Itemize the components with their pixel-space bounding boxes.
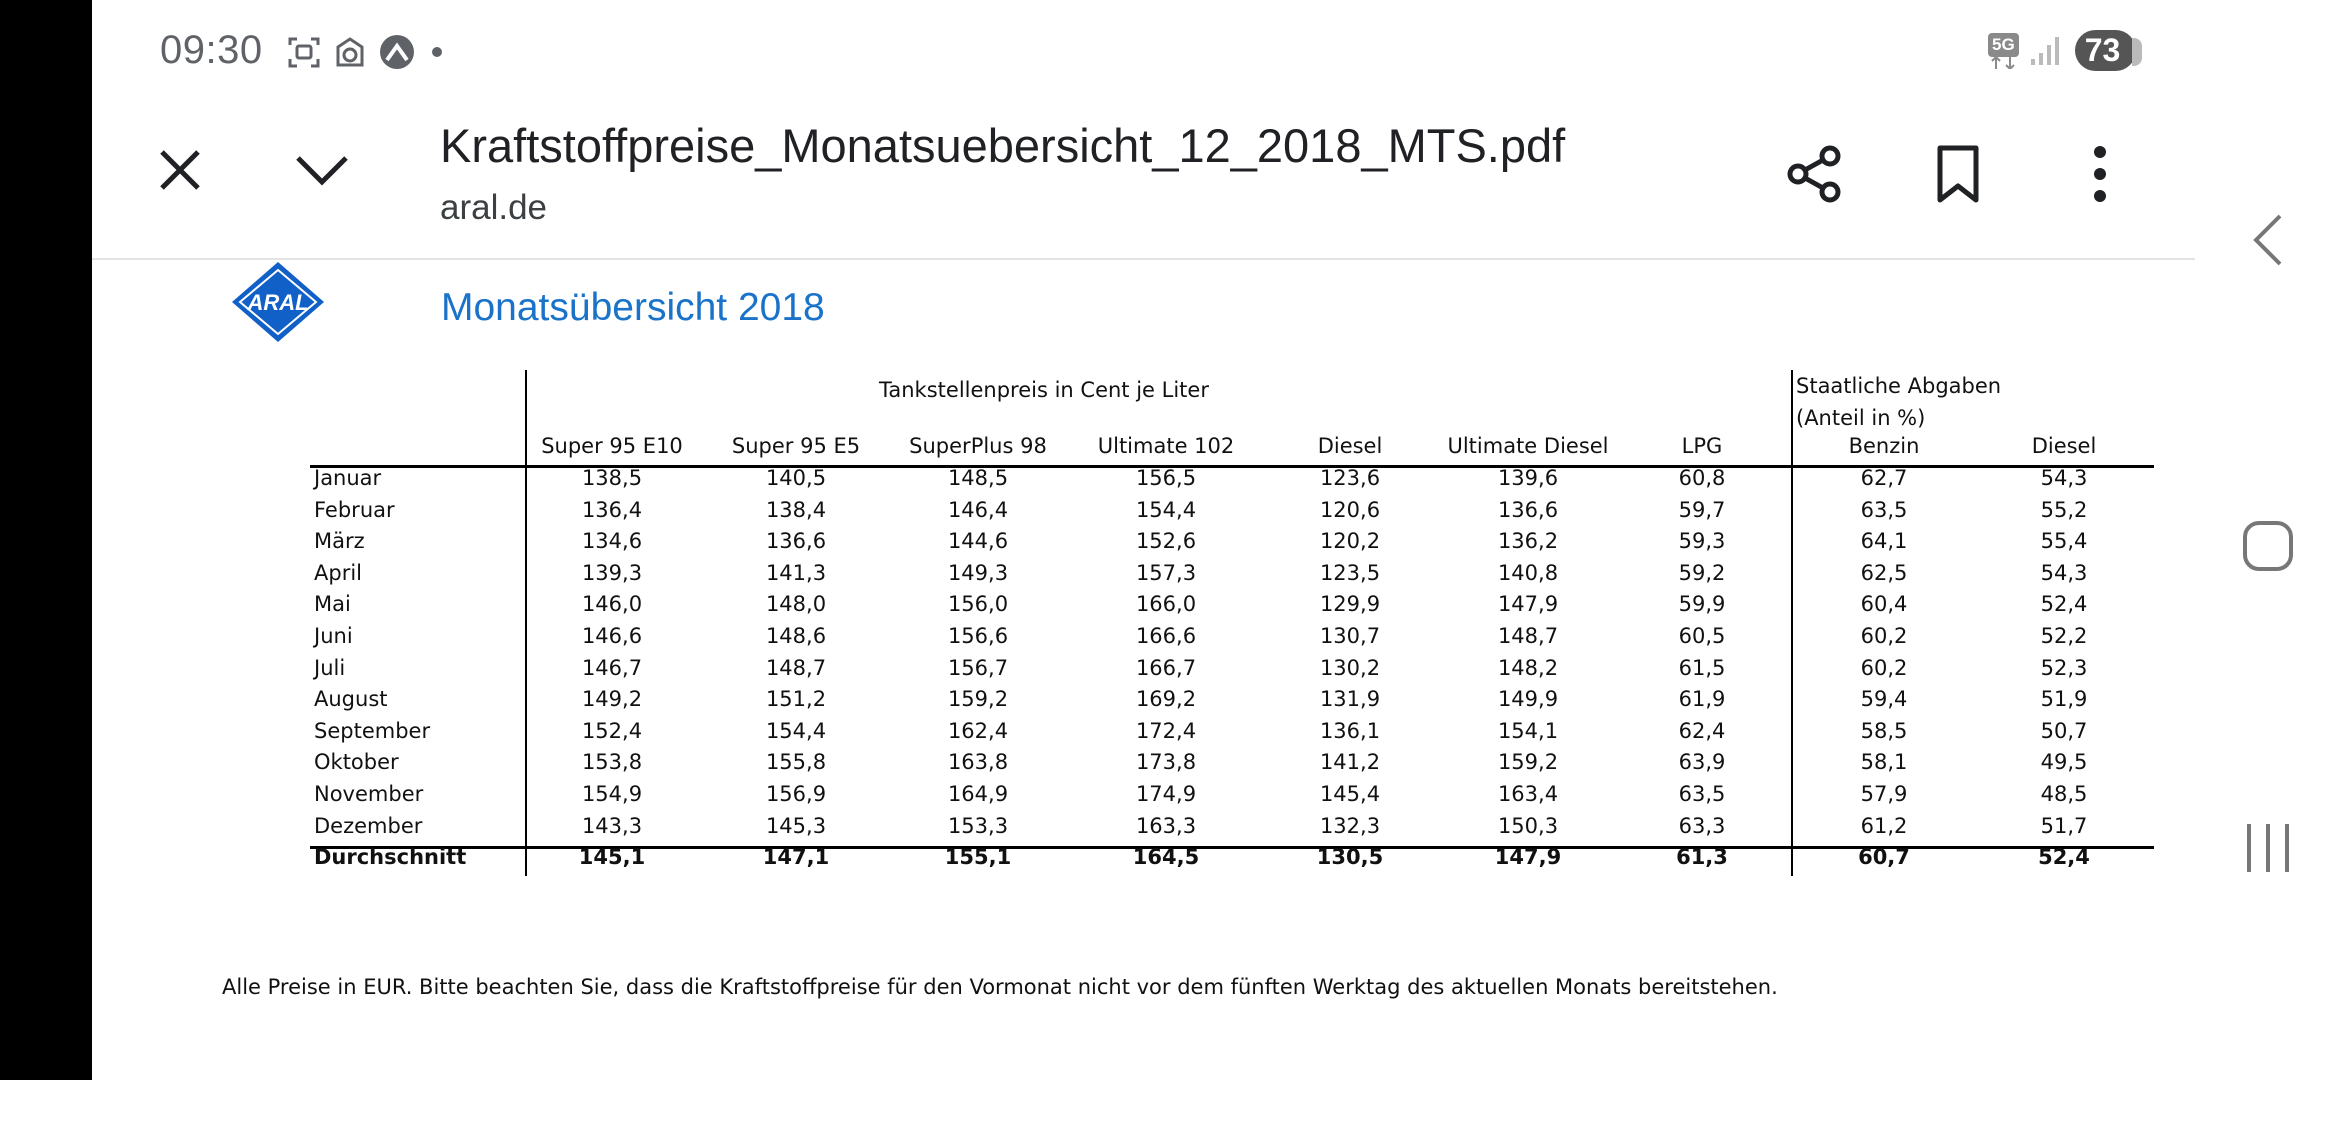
- row-month-label: August: [314, 687, 388, 711]
- app-notification-icon: [379, 34, 415, 70]
- table-cell: 49,5: [2040, 750, 2088, 774]
- row-month-label: April: [314, 561, 362, 585]
- table-cell: 162,4: [947, 719, 1009, 743]
- table-cell: 138,5: [581, 466, 643, 490]
- table-cell: 156,5: [1135, 466, 1197, 490]
- table-cell: 63,9: [1678, 750, 1726, 774]
- table-cell: 130,2: [1319, 656, 1381, 680]
- table-cell: 154,9: [581, 782, 643, 806]
- table-cell: 163,3: [1135, 814, 1197, 838]
- table-cell: 131,9: [1319, 687, 1381, 711]
- table-cell: 164,9: [947, 782, 1009, 806]
- group-header-taxes-line2: (Anteil in %): [1796, 406, 1926, 430]
- table-cell: 140,8: [1497, 561, 1559, 585]
- screen-edge-left: [0, 0, 92, 1080]
- row-month-label: Januar: [314, 466, 382, 490]
- pdf-page[interactable]: [92, 260, 2195, 1080]
- nav-home-button[interactable]: [2195, 520, 2340, 572]
- average-cell: 164,5: [1132, 845, 1200, 869]
- column-header: Diesel: [1317, 434, 1383, 458]
- table-cell: 146,6: [581, 624, 643, 648]
- table-cell: 51,9: [2040, 687, 2088, 711]
- screenshot-icon: [287, 35, 321, 69]
- more-notifications-dot-icon: [427, 42, 447, 62]
- more-vert-icon: [2090, 144, 2110, 204]
- table-cell: 58,1: [1860, 750, 1908, 774]
- table-cell: 123,6: [1319, 466, 1381, 490]
- column-header: SuperPlus 98: [909, 434, 1047, 458]
- share-icon: [1784, 144, 1844, 204]
- share-button[interactable]: [1782, 142, 1846, 206]
- table-cell: 138,4: [765, 498, 827, 522]
- fuel-price-table: [220, 370, 2097, 1140]
- row-month-label: September: [314, 719, 431, 743]
- table-cell: 62,5: [1860, 561, 1908, 585]
- table-cell: 149,2: [581, 687, 643, 711]
- close-button[interactable]: [150, 140, 210, 200]
- table-cell: 146,0: [581, 592, 643, 616]
- table-cell: 153,3: [947, 814, 1009, 838]
- table-cell: 48,5: [2040, 782, 2088, 806]
- table-cell: 157,3: [1135, 561, 1197, 585]
- table-cell: 166,7: [1135, 656, 1197, 680]
- table-cell: 151,2: [765, 687, 827, 711]
- table-cell: 152,4: [581, 719, 643, 743]
- table-cell: 63,3: [1678, 814, 1726, 838]
- table-cell: 141,2: [1319, 750, 1381, 774]
- table-cell: 172,4: [1135, 719, 1197, 743]
- table-cell: 156,0: [947, 592, 1009, 616]
- column-header: Super 95 E5: [731, 434, 861, 458]
- table-cell: 54,3: [2040, 561, 2088, 585]
- table-cell: 146,4: [947, 498, 1009, 522]
- table-cell: 154,4: [765, 719, 827, 743]
- average-cell: 60,7: [1858, 845, 1910, 869]
- table-cell: 129,9: [1319, 592, 1381, 616]
- table-cell: 132,3: [1319, 814, 1381, 838]
- table-cell: 166,6: [1135, 624, 1197, 648]
- row-month-label: November: [314, 782, 424, 806]
- table-cell: 136,6: [765, 529, 827, 553]
- table-cell: 60,5: [1678, 624, 1726, 648]
- table-cell: 123,5: [1319, 561, 1381, 585]
- table-cell: 173,8: [1135, 750, 1197, 774]
- home-icon: [2242, 520, 2294, 572]
- table-cell: 59,9: [1678, 592, 1726, 616]
- average-cell: 130,5: [1316, 845, 1384, 869]
- table-cell: 59,4: [1860, 687, 1908, 711]
- table-cell: 166,0: [1135, 592, 1197, 616]
- table-cell: 156,9: [765, 782, 827, 806]
- table-cell: 136,1: [1319, 719, 1381, 743]
- table-cell: 148,7: [765, 656, 827, 680]
- signal-strength-icon: [2029, 35, 2065, 67]
- table-cell: 154,4: [1135, 498, 1197, 522]
- table-cell: 120,2: [1319, 529, 1381, 553]
- table-cell: 153,8: [581, 750, 643, 774]
- table-cell: 61,2: [1860, 814, 1908, 838]
- table-cell: 156,6: [947, 624, 1009, 648]
- table-cell: 60,4: [1860, 592, 1908, 616]
- table-cell: 148,2: [1497, 656, 1559, 680]
- table-cell: 148,0: [765, 592, 827, 616]
- table-cell: 64,1: [1860, 529, 1908, 553]
- table-cell: 62,7: [1860, 466, 1908, 490]
- average-cell: 52,4: [2038, 845, 2090, 869]
- table-cell: 134,6: [581, 529, 643, 553]
- table-cell: 59,7: [1678, 498, 1726, 522]
- average-cell: 155,1: [944, 845, 1012, 869]
- row-month-label: Februar: [314, 498, 395, 522]
- footnote: Alle Preise in EUR. Bitte beachten Sie, dass die Kraftstoffpreise für den Vormonat nicht vor dem fünften Werktag des aktuellen Monats bereitstehen.: [222, 975, 1778, 999]
- table-cell: 150,3: [1497, 814, 1559, 838]
- table-cell: 55,4: [2040, 529, 2088, 553]
- table-cell: 52,2: [2040, 624, 2088, 648]
- table-divider-left: [525, 370, 527, 876]
- column-header: Ultimate Diesel: [1447, 434, 1609, 458]
- average-row-label: Durchschnitt: [314, 845, 467, 869]
- table-cell: 159,2: [947, 687, 1009, 711]
- battery-indicator: 73: [2075, 30, 2137, 71]
- bookmark-icon: [1934, 144, 1982, 204]
- table-cell: 61,5: [1678, 656, 1726, 680]
- table-cell: 50,7: [2040, 719, 2088, 743]
- table-cell: 130,7: [1319, 624, 1381, 648]
- row-month-label: Juli: [314, 656, 346, 680]
- column-header: LPG: [1681, 434, 1723, 458]
- table-cell: 60,2: [1860, 656, 1908, 680]
- nav-recents-button[interactable]: [2195, 820, 2340, 876]
- table-divider-right: [1791, 370, 1793, 876]
- pdf-heading: Monatsübersicht 2018: [441, 286, 825, 329]
- table-cell: 59,2: [1678, 561, 1726, 585]
- table-cell: 51,7: [2040, 814, 2088, 838]
- aral-logo-text: ARAL: [247, 290, 309, 315]
- table-cell: 52,4: [2040, 592, 2088, 616]
- average-cell: 61,3: [1676, 845, 1728, 869]
- table-cell: 62,4: [1678, 719, 1726, 743]
- table-cell: 54,3: [2040, 466, 2088, 490]
- table-cell: 159,2: [1497, 750, 1559, 774]
- table-cell: 156,7: [947, 656, 1009, 680]
- table-cell: 63,5: [1678, 782, 1726, 806]
- average-cell: 145,1: [578, 845, 646, 869]
- table-cell: 146,7: [581, 656, 643, 680]
- recents-icon: [2243, 820, 2293, 876]
- table-cell: 144,6: [947, 529, 1009, 553]
- table-cell: 120,6: [1319, 498, 1381, 522]
- table-cell: 140,5: [765, 466, 827, 490]
- table-cell: 139,6: [1497, 466, 1559, 490]
- network-5g-icon: 5G: [1988, 33, 2019, 69]
- table-cell: 55,2: [2040, 498, 2088, 522]
- table-cell: 136,4: [581, 498, 643, 522]
- navigation-bar: [2195, 0, 2340, 1080]
- aral-logo: [230, 260, 326, 349]
- table-cell: 58,5: [1860, 719, 1908, 743]
- column-header: Ultimate 102: [1097, 434, 1235, 458]
- average-cell: 147,1: [762, 845, 830, 869]
- average-cell: 147,9: [1494, 845, 1562, 869]
- table-cell: 174,9: [1135, 782, 1197, 806]
- table-cell: 63,5: [1860, 498, 1908, 522]
- row-month-label: Dezember: [314, 814, 423, 838]
- column-header: Super 95 E10: [541, 434, 683, 458]
- table-cell: 136,6: [1497, 498, 1559, 522]
- table-cell: 57,9: [1860, 782, 1908, 806]
- table-cell: 60,8: [1678, 466, 1726, 490]
- table-cell: 148,7: [1497, 624, 1559, 648]
- status-notification-icons: [287, 34, 447, 70]
- table-cell: 143,3: [581, 814, 643, 838]
- collapse-button[interactable]: [292, 140, 352, 200]
- close-icon: [156, 146, 204, 194]
- row-month-label: Oktober: [314, 750, 399, 774]
- document-host: aral.de: [440, 188, 548, 227]
- table-cell: 52,3: [2040, 656, 2088, 680]
- browser-pdf-viewer: [92, 0, 2195, 1080]
- back-icon: [2248, 210, 2288, 270]
- power-saving-icon: [333, 35, 367, 69]
- table-cell: 163,8: [947, 750, 1009, 774]
- table-cell: 149,9: [1497, 687, 1559, 711]
- nav-back-button[interactable]: [2195, 210, 2340, 270]
- chevron-down-icon: [294, 150, 350, 190]
- table-cell: 149,3: [947, 561, 1009, 585]
- bookmark-button[interactable]: [1926, 142, 1990, 206]
- status-system-icons: [1988, 30, 2136, 71]
- table-cell: 59,3: [1678, 529, 1726, 553]
- table-cell: 136,2: [1497, 529, 1559, 553]
- table-cell: 139,3: [581, 561, 643, 585]
- table-cell: 148,6: [765, 624, 827, 648]
- row-month-label: März: [314, 529, 365, 553]
- table-cell: 154,1: [1497, 719, 1559, 743]
- table-cell: 155,8: [765, 750, 827, 774]
- more-options-button[interactable]: [2068, 142, 2132, 206]
- column-header: Benzin: [1848, 434, 1920, 458]
- table-cell: 152,6: [1135, 529, 1197, 553]
- row-month-label: Mai: [314, 592, 351, 616]
- table-cell: 145,3: [765, 814, 827, 838]
- group-header-taxes-line1: Staatliche Abgaben: [1796, 374, 2002, 398]
- table-cell: 145,4: [1319, 782, 1381, 806]
- row-month-label: Juni: [314, 624, 353, 648]
- table-cell: 169,2: [1135, 687, 1197, 711]
- status-time: 09:30: [160, 28, 263, 72]
- table-cell: 163,4: [1497, 782, 1559, 806]
- table-cell: 147,9: [1497, 592, 1559, 616]
- table-cell: 60,2: [1860, 624, 1908, 648]
- group-header-prices: Tankstellenpreis in Cent je Liter: [879, 378, 1209, 402]
- column-header: Diesel: [2031, 434, 2097, 458]
- table-cell: 61,9: [1678, 687, 1726, 711]
- table-cell: 148,5: [947, 466, 1009, 490]
- table-cell: 141,3: [765, 561, 827, 585]
- document-title: Kraftstoffpreise_Monatsuebersicht_12_2018_MTS.pdf: [440, 119, 1566, 172]
